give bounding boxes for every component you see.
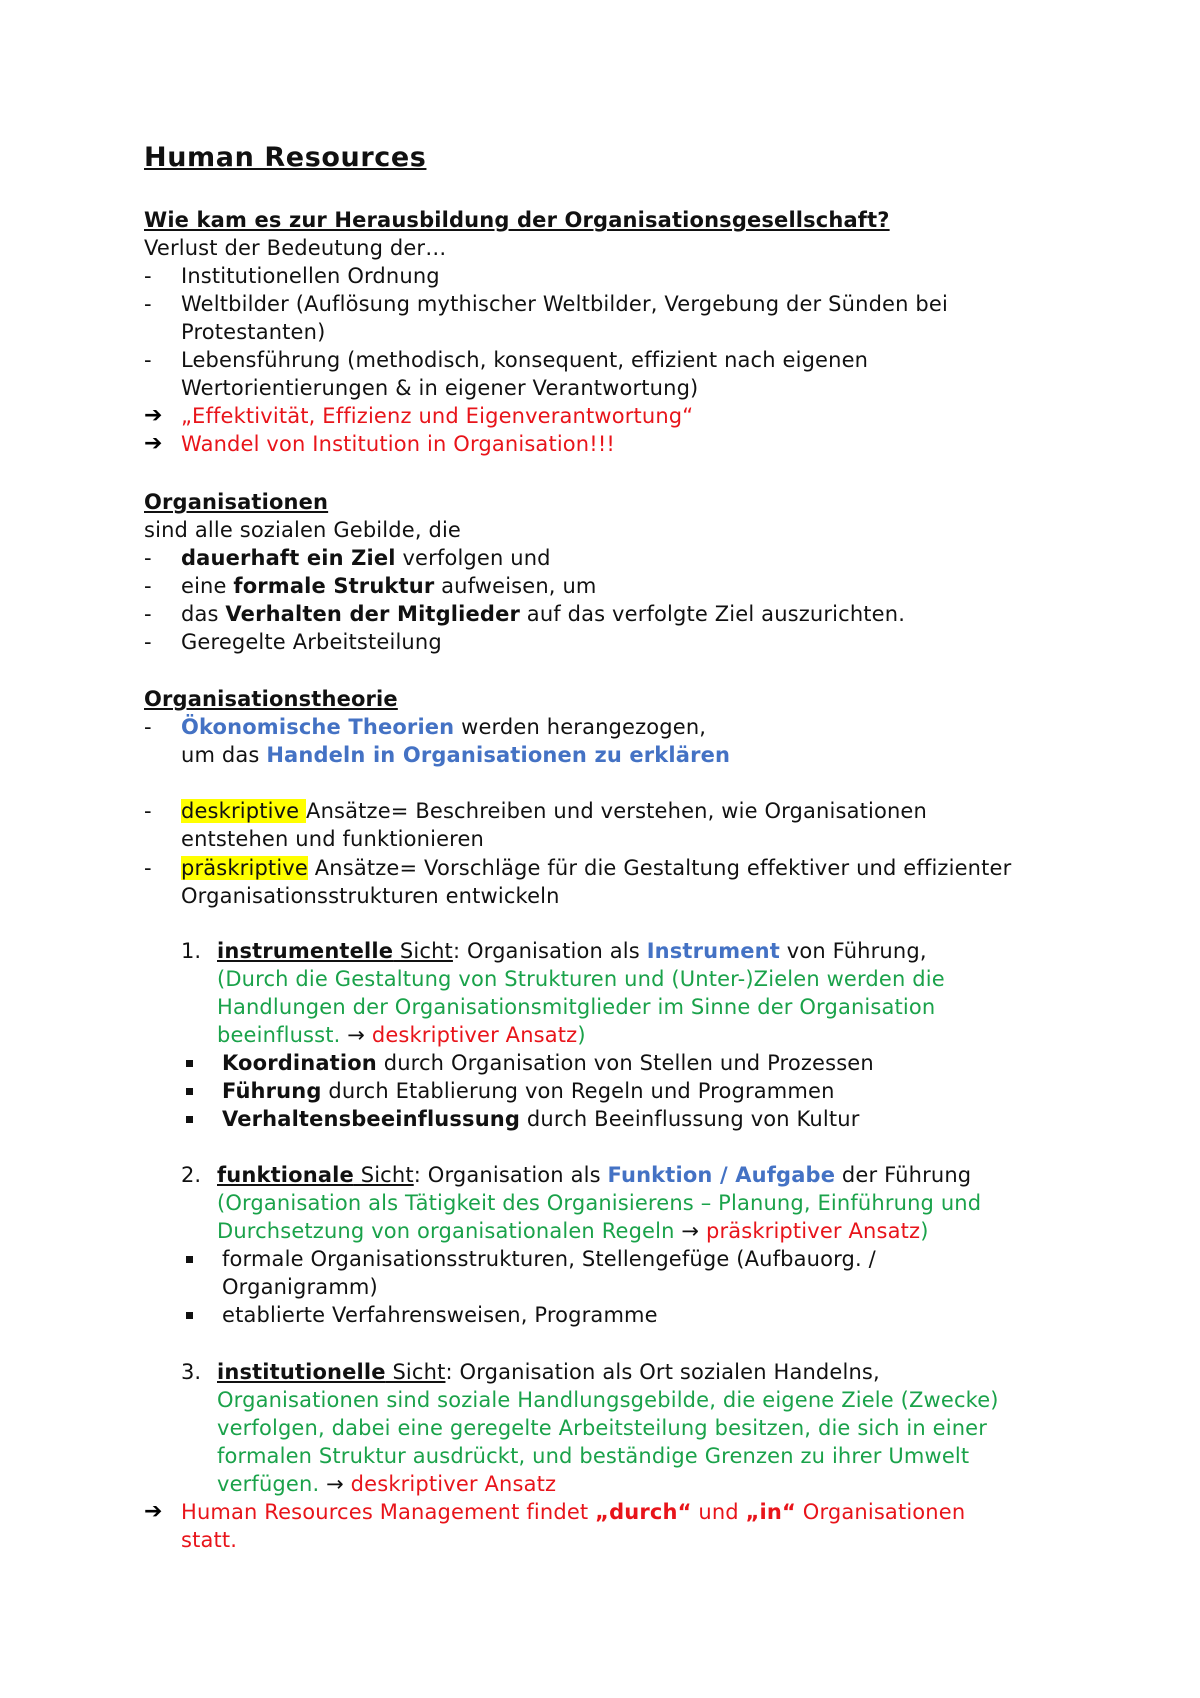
green-note: Organisationen sind soziale Handlungsgebilde, die eigene Ziele (Zwecke) (217, 1388, 999, 1412)
arrow-bullet-icon: ➔ (144, 431, 163, 456)
list-item: Lebensführung (methodisch, konsequent, effizient nach eigenen (181, 348, 869, 372)
green-note: Handlungen der Organisationsmitglieder im Sinne der Organisation (217, 995, 936, 1019)
square-bullet-icon (186, 1256, 193, 1263)
list-number: 2. (181, 1163, 202, 1187)
dash-bullet: - (144, 546, 152, 570)
list-item: dauerhaft ein Ziel verfolgen und (181, 546, 551, 570)
list-number: 1. (181, 939, 202, 963)
list-item-continuation: um das Handeln in Organisationen zu erklären (181, 743, 731, 767)
page-title: Human Resources (144, 142, 427, 173)
list-item: Geregelte Arbeitsteilung (181, 630, 442, 654)
dash-bullet: - (144, 574, 152, 598)
section-heading-organisationsgesellschaft: Wie kam es zur Herausbildung der Organisationsgesellschaft? (144, 208, 890, 232)
sub-list-item-continuation: Organigramm) (222, 1275, 378, 1299)
final-conclusion-continuation: statt. (181, 1528, 238, 1552)
list-item-continuation: Wertorientierungen & in eigener Verantwortung) (181, 376, 699, 400)
dash-bullet: - (144, 715, 152, 739)
green-note: verfügen. → deskriptiver Ansatz (217, 1472, 557, 1496)
list-item: eine formale Struktur aufweisen, um (181, 574, 597, 598)
square-bullet-icon (186, 1088, 193, 1095)
square-bullet-icon (186, 1060, 193, 1067)
arrow-bullet-icon: ➔ (144, 403, 163, 428)
conclusion-wandel: Wandel von Institution in Organisation!!! (181, 432, 615, 456)
list-number: 3. (181, 1360, 202, 1384)
dash-bullet: - (144, 630, 152, 654)
sub-list-item: etablierte Verfahrensweisen, Programme (222, 1303, 658, 1327)
intro-text: Verlust der Bedeutung der… (144, 236, 447, 260)
sub-list-item: formale Organisationsstrukturen, Stellengefüge (Aufbauorg. / (222, 1247, 876, 1271)
numbered-item-instrumentelle: instrumentelle Sicht: Organisation als Instrument von Führung, (217, 939, 927, 963)
sub-list-item: Führung durch Etablierung von Regeln und Programmen (222, 1079, 835, 1103)
list-item: Institutionellen Ordnung (181, 264, 440, 288)
arrow-bullet-icon: ➔ (144, 1499, 163, 1524)
sub-list-item: Koordination durch Organisation von Stellen und Prozessen (222, 1051, 874, 1075)
list-item: präskriptive Ansätze= Vorschläge für die Gestaltung effektiver und effizienter (181, 856, 1012, 880)
section-heading-organisationen: Organisationen (144, 490, 329, 514)
green-note: beeinflusst. → deskriptiver Ansatz) (217, 1023, 586, 1047)
square-bullet-icon (186, 1312, 193, 1319)
green-note: (Durch die Gestaltung von Strukturen und (Unter-)Zielen werden die (217, 967, 945, 991)
green-note: (Organisation als Tätigkeit des Organisierens – Planung, Einführung und (217, 1191, 982, 1215)
arrow-right-icon: → (681, 1219, 700, 1243)
dash-bullet: - (144, 292, 152, 316)
dash-bullet: - (144, 602, 152, 626)
section-heading-organisationstheorie: Organisationstheorie (144, 687, 398, 711)
list-item: das Verhalten der Mitglieder auf das verfolgte Ziel auszurichten. (181, 602, 906, 626)
dash-bullet: - (144, 799, 152, 823)
dash-bullet: - (144, 856, 152, 880)
list-item: Weltbilder (Auflösung mythischer Weltbilder, Vergebung der Sünden bei (181, 292, 948, 316)
list-item: deskriptive Ansätze= Beschreiben und verstehen, wie Organisationen (181, 799, 927, 823)
green-note: Durchsetzung von organisationalen Regeln → präskriptiver Ansatz) (217, 1219, 929, 1243)
dash-bullet: - (144, 348, 152, 372)
conclusion-effektivitaet: „Effektivität, Effizienz und Eigenverantwortung“ (181, 404, 694, 428)
arrow-right-icon: → (326, 1472, 344, 1496)
sub-list-item: Verhaltensbeeinflussung durch Beeinflussung von Kultur (222, 1107, 860, 1131)
green-note: verfolgen, dabei eine geregelte Arbeitsteilung besitzen, die sich in einer (217, 1416, 988, 1440)
numbered-item-funktionale: funktionale Sicht: Organisation als Funktion / Aufgabe der Führung (217, 1163, 972, 1187)
intro-text: sind alle sozialen Gebilde, die (144, 518, 462, 542)
green-note: formalen Struktur ausdrückt, und beständige Grenzen zu ihrer Umwelt (217, 1444, 970, 1468)
list-item: Ökonomische Theorien werden herangezogen, (181, 715, 707, 739)
list-item-continuation: entstehen und funktionieren (181, 827, 485, 851)
final-conclusion: Human Resources Management findet „durch“ und „in“ Organisationen (181, 1500, 966, 1524)
square-bullet-icon (186, 1116, 193, 1123)
dash-bullet: - (144, 264, 152, 288)
list-item-continuation: Protestanten) (181, 320, 326, 344)
list-item-continuation: Organisationsstrukturen entwickeln (181, 884, 560, 908)
numbered-item-institutionelle: institutionelle Sicht: Organisation als Ort sozialen Handelns, (217, 1360, 880, 1384)
arrow-right-icon: → (347, 1023, 366, 1047)
